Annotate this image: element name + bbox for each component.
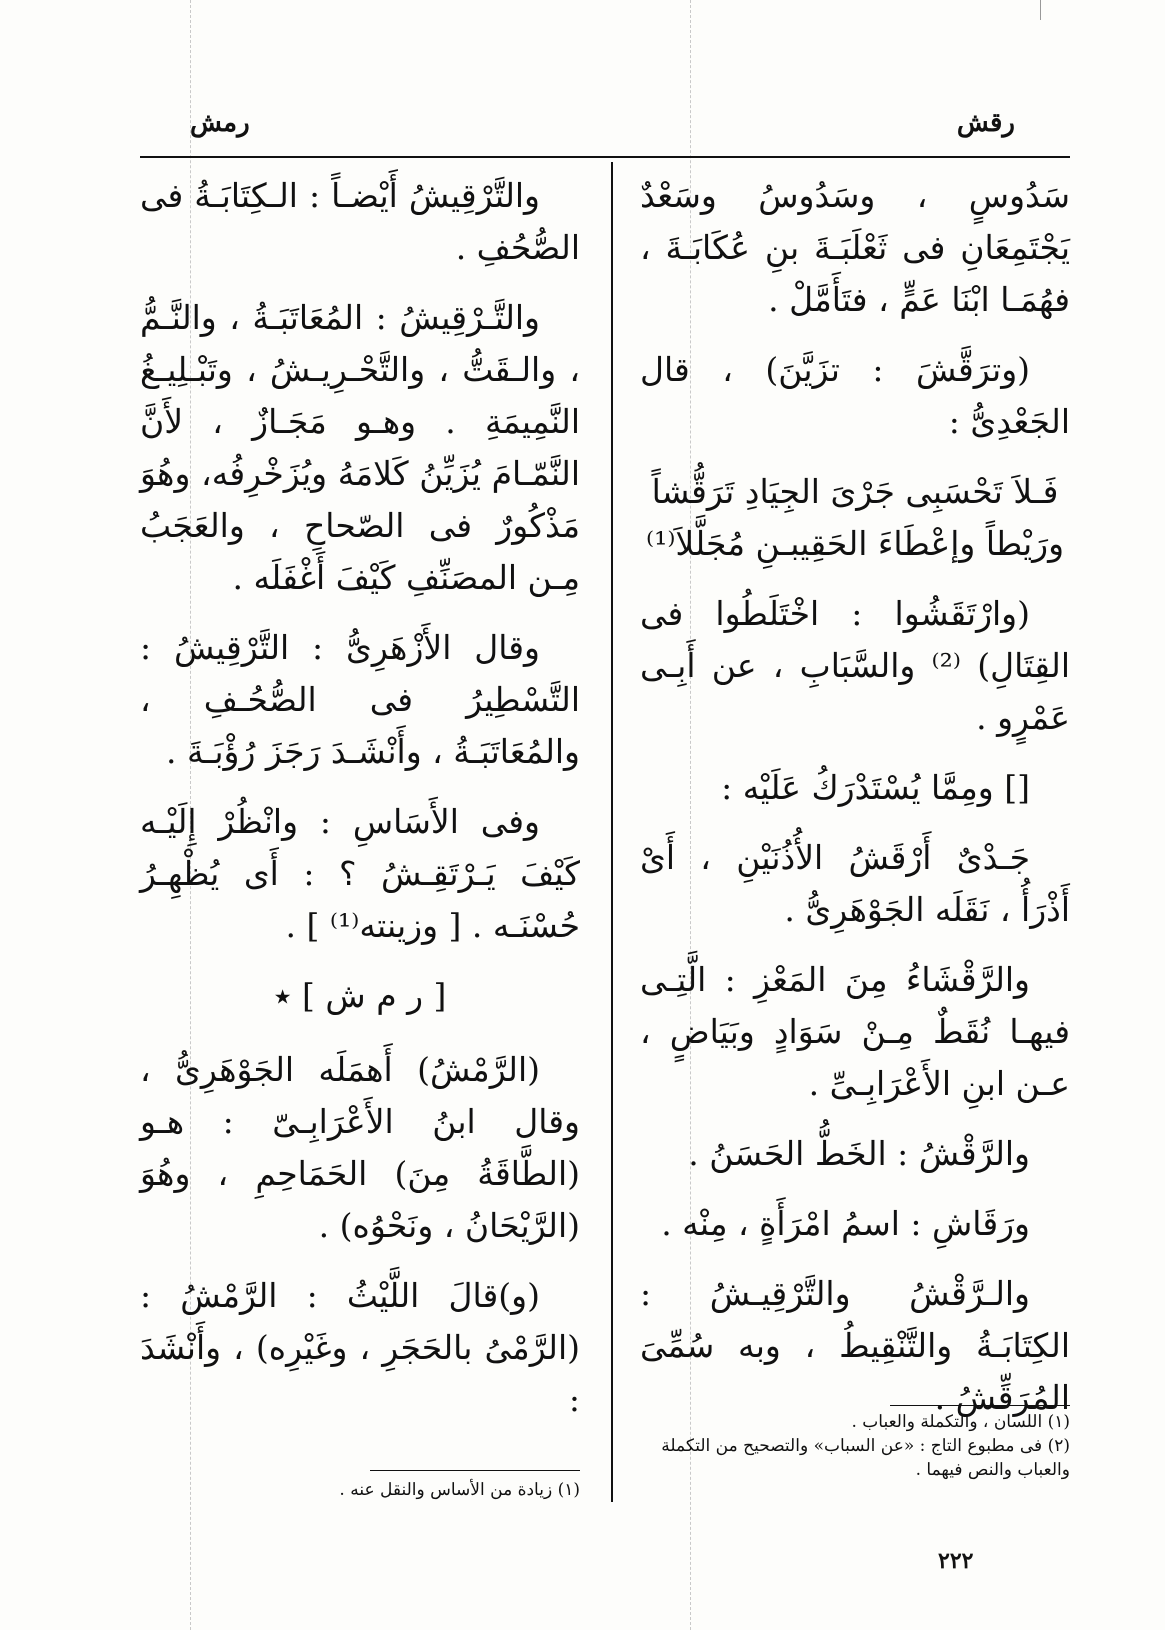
paragraph: والـرَّقْشُ والتَّرْقِيـشُ : الكِتَابَـةُ والتَّنْقِيطُ ، وبه سُمِّىَ المُرَقِّشُ . (640, 1274, 1070, 1417)
footnotes-left (280, 1478, 580, 1502)
running-head-right: رقش (956, 108, 1015, 138)
paragraph: (وترَقَّشَ : تزَيَّنَ) ، قال الجَعْدِىُّ : (640, 350, 1070, 441)
left-column (140, 170, 580, 1444)
footnote: (٢) فى مطبوع التاج : «عن السباب» والتصحيح من التكملة والعباب والنص فيهما . (661, 1436, 1070, 1480)
paragraph: والتَّـرْقِيشُ : المُعَاتَبَـةُ ، والنَّـمُّ ، والـقَتُّ ، والتَّحْـرِيـشُ ، وتَبْـلِيـغُ النَّمِيمَةِ . وهـو مَجَـازٌ ، لأَنَّ النَّمّـامَ يُزَيِّنُ كَلامَهُ ويُزَخْرِفُه، وهُوَ مَذْكُورٌ فى الصّحاحِ ، والعَجَبُ مِـن المصَنِّفِ كَيْفَ أَغْفَلَه . (140, 298, 580, 597)
footnote-rule (890, 1405, 1070, 1406)
header-rule (140, 156, 1070, 158)
paragraph: والتَّرْقِيشُ أَيْضـاً : الـكِتَابَـةُ فى الصُّحُفِ . (140, 176, 580, 267)
verse-hemistich: فَـلاَ تَحْسَبِى جَرْىَ الجِيَادِ تَرَقُّشاً (651, 472, 1059, 511)
paragraph: وقال الأَزْهَرِىُّ : التَّرْقِيشُ : التَّسْطِيرُ فى الصُّحُـفِ ، والمُعَاتَبَـةُ ، وأَنْشَـدَ رَجَزَ رُؤْبَـةَ . (140, 628, 580, 771)
scan-artifact-line (1040, 0, 1041, 20)
footnotes-right (640, 1410, 1070, 1482)
paragraph: والرَّقْشَاءُ مِنَ المَعْزِ : الَّتِـى فيهـا نُقَطٌ مِـنْ سَوَادٍ وبَيَاضٍ ، عـن ابنِ الأَعْرَابِـىِّ . (640, 960, 1070, 1103)
right-column (640, 170, 1070, 1442)
paragraph: (وارْتَقَشُوا : اخْتَلَطُوا فى القِتَالِ) ⁽²⁾ والسَّبَابِ ، عن أَبِـى عَمْرٍو . (640, 594, 1070, 737)
paragraph: جَـدْىٌ أَرْقَشُ الأُذُنَيْنِ ، أَىْ أَذْرَأُ ، نَقَلَه الجَوْهَرِىُّ . (640, 838, 1070, 929)
paragraph: ورَقَاشِ : اسمُ امْرَأَةٍ ، مِنْه . (661, 1204, 1030, 1243)
paragraph: (و)قالَ اللَّيْثُ : الرَّمْشُ : (الرَّمْىُ بالحَجَرِ ، وغَيْرِه) ، وأَنْشَدَ : (140, 1276, 580, 1419)
entry-heading: [ ر م ش ] ٭ (273, 976, 447, 1015)
running-head-left: رمش (190, 108, 250, 138)
paragraph: [] ومِمَّا يُسْتَدْرَكُ عَلَيْه : (721, 768, 1030, 807)
verse-hemistich: ورَيْطاً وإعْطَاءَ الحَقِيبـنِ مُجَلَّلاَ⁽¹⁾ (645, 524, 1065, 563)
paragraph: والرَّقْشُ : الخَطُّ الحَسَنُ . (688, 1134, 1030, 1173)
verse (640, 466, 1070, 570)
footnote-rule (370, 1470, 580, 1471)
column-divider (611, 162, 613, 1502)
paragraph: سَدُوسٍ ، وسَدُوسُ وسَعْدٌ يَجْتَمِعَانِ فى ثَعْلَبَـةَ بنِ عُكَابَـةَ ، فهُمَـا ابْنَا عَمٍّ ، فتَأَمَّلْ . (640, 176, 1070, 319)
footnote: (١) اللسان ، والتكملة والعباب . (851, 1412, 1070, 1432)
footnote: (١) زيادة من الأساس والنقل عنه . (339, 1480, 580, 1500)
paragraph: وفى الأَسَاسِ : وانْظُرْ إِلَيْـه كَيْفَ يَـرْتَقِـشُ ؟ : أَى يُظْهِـرُ حُسْنَـه . [ وزينته⁽¹⁾ ] . (140, 802, 580, 945)
page-number: ٢٢٢ (938, 1548, 974, 1574)
paragraph: (الرَّمْشُ) أَهمَلَه الجَوْهَرِىُّ ، وقال ابنُ الأَعْرَابِـىّ : هـو (الطَّاقَةُ مِنَ) الحَمَاحِمِ ، وهُوَ (الرَّيْحَانُ ، ونَحْوُه) . (140, 1050, 580, 1245)
